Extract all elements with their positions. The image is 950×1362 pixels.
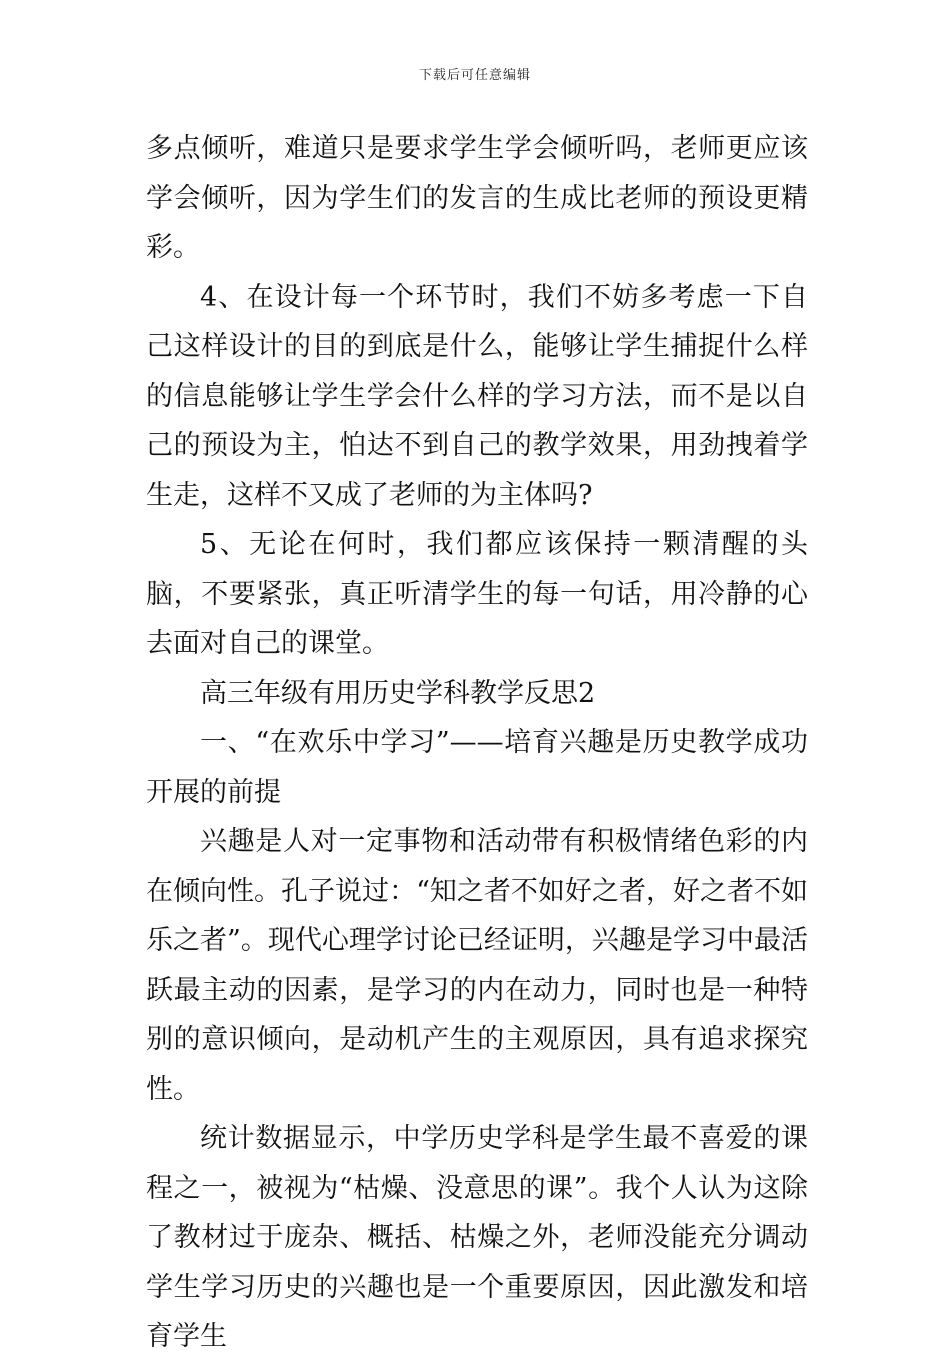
document-body — [146, 124, 808, 1362]
page-header-note: 下载后可任意编辑 — [418, 68, 531, 83]
paragraph: 4、在设计每一个环节时，我们不妨多考虑一下自己这样设计的目的到底是什么，能够让学生捕捉什么样的信息能够让学生学会什么样的学习方法，而不是以自己的预设为主，怕达不到自己的教学效果，用劲拽着学生走，这样不又成了老师的为主体吗? — [146, 281, 808, 511]
section-title: 高三年级有用历史学科教学反思2 — [200, 677, 596, 709]
paragraph: 多点倾听，难道只是要求学生学会倾听吗，老师更应该学会倾听，因为学生们的发言的生成比老师的预设更精彩。 — [146, 133, 808, 263]
section-heading: 一、“在欢乐中学习”——培育兴趣是历史教学成功开展的前提 — [146, 727, 808, 808]
paragraph: 5、无论在何时，我们都应该保持一颗清醒的头脑，不要紧张，真正听清学生的每一句话，用冷静的心去面对自己的课堂。 — [146, 529, 808, 659]
paragraph: 兴趣是人对一定事物和活动带有积极情绪色彩的内在倾向性。孔子说过：“知之者不如好之者，好之者不如乐之者”。现代心理学讨论已经证明，兴趣是学习中最活跃最主动的因素，是学习的内在动力，同时也是一种特别的意识倾向，是动机产生的主观原因，具有追求探究性。 — [146, 826, 808, 1105]
paragraph: 统计数据显示，中学历史学科是学生最不喜爱的课程之一，被视为“枯燥、没意思的课”。我个人认为这除了教材过于庞杂、概括、枯燥之外，老师没能充分调动学生学习历史的兴趣也是一个重要原因，因此激发和培育学生 — [146, 1123, 808, 1352]
